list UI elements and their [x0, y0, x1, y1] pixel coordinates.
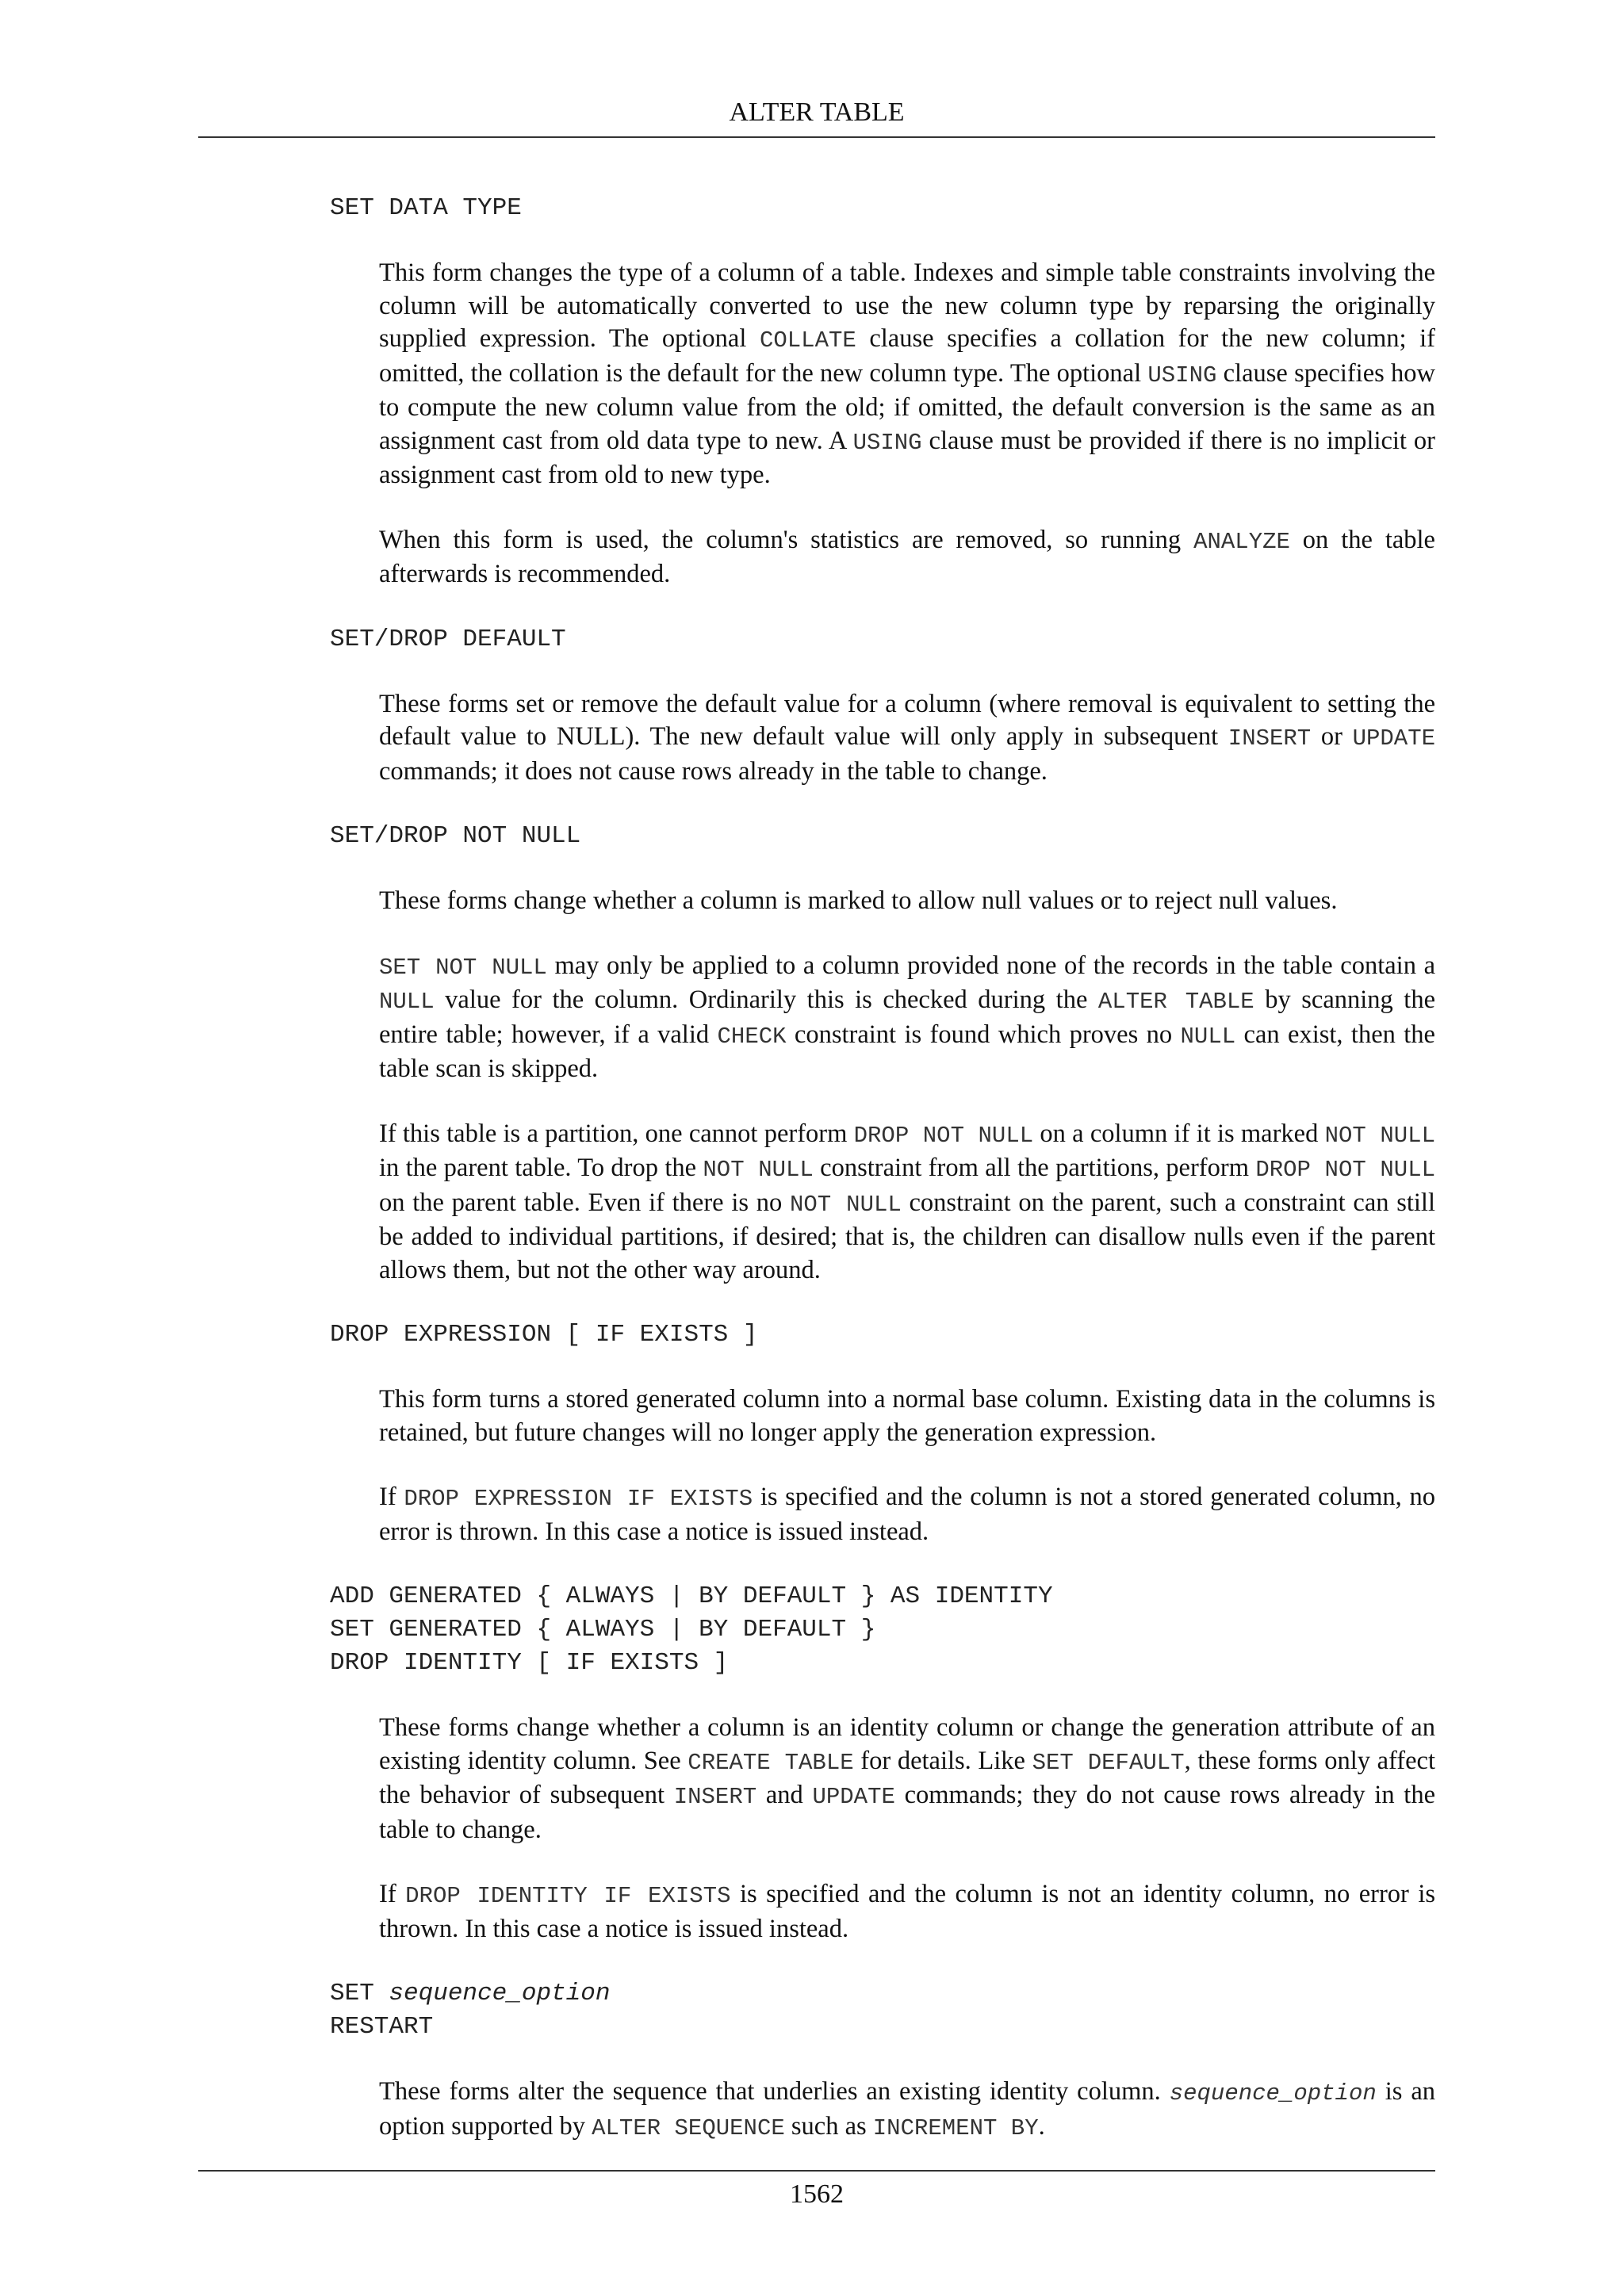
paragraph-text: and: [756, 1781, 813, 1809]
term-list: [330, 1580, 1435, 1680]
term-description: [379, 2076, 1435, 2145]
inline-code: ANALYZE: [1193, 528, 1290, 555]
description-paragraph: [379, 950, 1435, 1086]
inline-code: UPDATE: [812, 1784, 895, 1810]
term-text: SET GENERATED { ALWAYS | BY DEFAULT }: [330, 1616, 876, 1644]
description-paragraph: [379, 257, 1435, 492]
paragraph-text: , these forms only affect the behavior of subsequent: [379, 1746, 1435, 1809]
paragraph-text: This form turns a stored generated column into a normal base column. Existing data in the columns is retained, but future changes will no longer apply the generation expression.: [379, 1385, 1435, 1447]
term-text: SET: [330, 1980, 389, 2007]
term-text: DROP IDENTITY [ IF EXISTS ]: [330, 1649, 729, 1677]
description-paragraph: [379, 2076, 1435, 2145]
description-paragraph: [379, 688, 1435, 789]
inline-code: USING: [852, 429, 922, 456]
inline-code: DROP IDENTITY IF EXISTS: [405, 1883, 731, 1909]
command-term: [330, 1613, 1435, 1647]
term-description: [379, 1383, 1435, 1548]
term-text: DROP EXPRESSION [ IF EXISTS ]: [330, 1321, 758, 1349]
paragraph-text: clause specifies how to compute the new column value from the old; if omitted, the default conversion is the same as an assignment cast from old data type to new. A: [379, 358, 1435, 455]
definition-entry: [330, 192, 1435, 591]
inline-code: ALTER TABLE: [1097, 989, 1254, 1015]
command-term: [330, 1977, 1435, 2011]
inline-code: CREATE TABLE: [688, 1749, 854, 1776]
description-paragraph: [379, 1878, 1435, 1946]
inline-code: NULL: [1180, 1023, 1236, 1050]
paragraph-text: When this form is used, the column's statistics are removed, so running: [379, 525, 1194, 554]
paragraph-text: constraint from all the partitions, perform: [813, 1154, 1256, 1182]
command-term: [330, 1318, 1435, 1352]
inline-code: DROP NOT NULL: [853, 1122, 1034, 1149]
paragraph-text: clause must be provided if there is no implicit or assignment cast from old to new type.: [379, 426, 1435, 489]
term-text: RESTART: [330, 2013, 434, 2041]
paragraph-text: is an option supported by: [379, 2077, 1435, 2141]
command-term: [330, 1647, 1435, 1680]
description-paragraph: [379, 1481, 1435, 1548]
term-text: SET/DROP DEFAULT: [330, 625, 566, 653]
paragraph-text: commands; it does not cause rows already in the table to change.: [379, 756, 1048, 786]
paragraph-text: If this table is a partition, one cannot perform: [379, 1119, 854, 1148]
paragraph-text: on the parent table. Even if there is no: [379, 1188, 790, 1217]
inline-code: DROP NOT NULL: [1255, 1157, 1435, 1183]
command-term: [330, 623, 1435, 656]
header-rule: [198, 136, 1435, 138]
term-description: [379, 1712, 1435, 1946]
inline-code: sequence_option: [1169, 2080, 1377, 2107]
command-term: [330, 2011, 1435, 2044]
paragraph-text: by scanning the entire table; however, if a valid: [379, 985, 1435, 1049]
description-paragraph: [379, 1118, 1435, 1288]
paragraph-text: is specified and the column is not a stored generated column, no error is thrown. In this case a notice is issued instead.: [379, 1483, 1435, 1546]
inline-code: CHECK: [717, 1023, 787, 1050]
paragraph-text: or: [1311, 722, 1353, 751]
term-list: [330, 192, 1435, 225]
paragraph-text: commands; they do not cause rows already in the table to change.: [379, 1781, 1435, 1844]
inline-code: DROP EXPRESSION IF EXISTS: [404, 1486, 753, 1512]
paragraph-text: These forms change whether a column is an identity column or change the generation attribute of an existing identity column. See: [379, 1713, 1435, 1775]
inline-code: NOT NULL: [1324, 1122, 1435, 1149]
paragraph-text: clause specifies a collation for the new column; if omitted, the collation is the default for the new column type. The optional: [379, 324, 1435, 388]
term-text: SET DATA TYPE: [330, 194, 522, 222]
paragraph-text: is specified and the column is not an identity column, no error is thrown. In this case a notice is issued instead.: [379, 1880, 1436, 1943]
page-number: 1562: [790, 2179, 844, 2209]
description-paragraph: [379, 524, 1435, 591]
paragraph-text: can exist, then the table scan is skipped.: [379, 1020, 1435, 1083]
term-placeholder: sequence_option: [389, 1980, 611, 2007]
paragraph-text: such as: [784, 2111, 873, 2141]
term-text: SET/DROP NOT NULL: [330, 822, 581, 850]
inline-code: SET NOT NULL: [379, 954, 547, 981]
term-description: [379, 885, 1435, 1287]
description-paragraph: [379, 1712, 1435, 1846]
term-list: [330, 1318, 1435, 1352]
paragraph-text: constraint on the parent, such a constraint can still be added to individual partitions, if desired; that is, the children can disallow nulls even if the parent allows them, but not the other way around.: [379, 1188, 1435, 1284]
paragraph-text: may only be applied to a column provided none of the records in the table contain a: [546, 951, 1435, 980]
description-paragraph: [379, 885, 1435, 918]
definition-entry: [330, 820, 1435, 1287]
term-text: ADD GENERATED { ALWAYS | BY DEFAULT } AS IDENTITY: [330, 1582, 1053, 1610]
paragraph-text: value for the column. Ordinarily this is checked during the: [434, 985, 1098, 1014]
inline-code: NOT NULL: [703, 1157, 814, 1183]
inline-code: NOT NULL: [789, 1191, 902, 1218]
document-body: [330, 192, 1435, 2176]
definition-entry: [330, 1580, 1435, 1946]
paragraph-text: These forms set or remove the default value for a column (where removal is equivalent to setting the default value to NULL). The new default value will only apply in subsequent: [379, 689, 1435, 751]
inline-code: COLLATE: [759, 327, 856, 354]
paragraph-text: on a column if it is marked: [1033, 1119, 1325, 1148]
term-list: [330, 1977, 1435, 2044]
paragraph-text: constraint is found which proves no: [786, 1020, 1181, 1049]
term-description: [379, 257, 1435, 591]
command-term: [330, 1580, 1435, 1613]
paragraph-text: .: [1038, 2111, 1045, 2141]
paragraph-text: This form changes the type of a column of a table. Indexes and simple table constraints involving the column will be automatically converted to use the new column type by reparsing the originally supplied expression. The optional: [379, 258, 1435, 353]
command-term: [330, 820, 1435, 853]
description-paragraph: [379, 1383, 1435, 1449]
inline-code: UPDATE: [1352, 725, 1435, 752]
inline-code: SET DEFAULT: [1032, 1749, 1185, 1776]
definition-entry: [330, 623, 1435, 789]
paragraph-text: If: [379, 1880, 406, 1908]
definition-entry: [330, 1318, 1435, 1548]
term-description: [379, 688, 1435, 789]
page-header-title: ALTER TABLE: [729, 98, 905, 127]
footer-rule: [198, 2170, 1435, 2172]
paragraph-text: in the parent table. To drop the: [379, 1154, 703, 1182]
term-list: [330, 820, 1435, 853]
paragraph-text: on the table afterwards is recommended.: [379, 525, 1435, 588]
paragraph-text: These forms change whether a column is marked to allow null values or to reject null values.: [379, 886, 1338, 915]
paragraph-text: These forms alter the sequence that underlies an existing identity column.: [379, 2077, 1170, 2106]
inline-code: NULL: [379, 989, 435, 1015]
term-list: [330, 623, 1435, 656]
inline-code: INSERT: [673, 1784, 757, 1810]
definition-entry: [330, 1977, 1435, 2145]
inline-code: INCREMENT BY: [872, 2114, 1039, 2141]
paragraph-text: for details. Like: [853, 1746, 1032, 1775]
inline-code: USING: [1147, 362, 1217, 388]
paragraph-text: If: [379, 1483, 404, 1511]
inline-code: INSERT: [1228, 725, 1312, 752]
inline-code: ALTER SEQUENCE: [592, 2114, 785, 2141]
command-term: [330, 192, 1435, 225]
